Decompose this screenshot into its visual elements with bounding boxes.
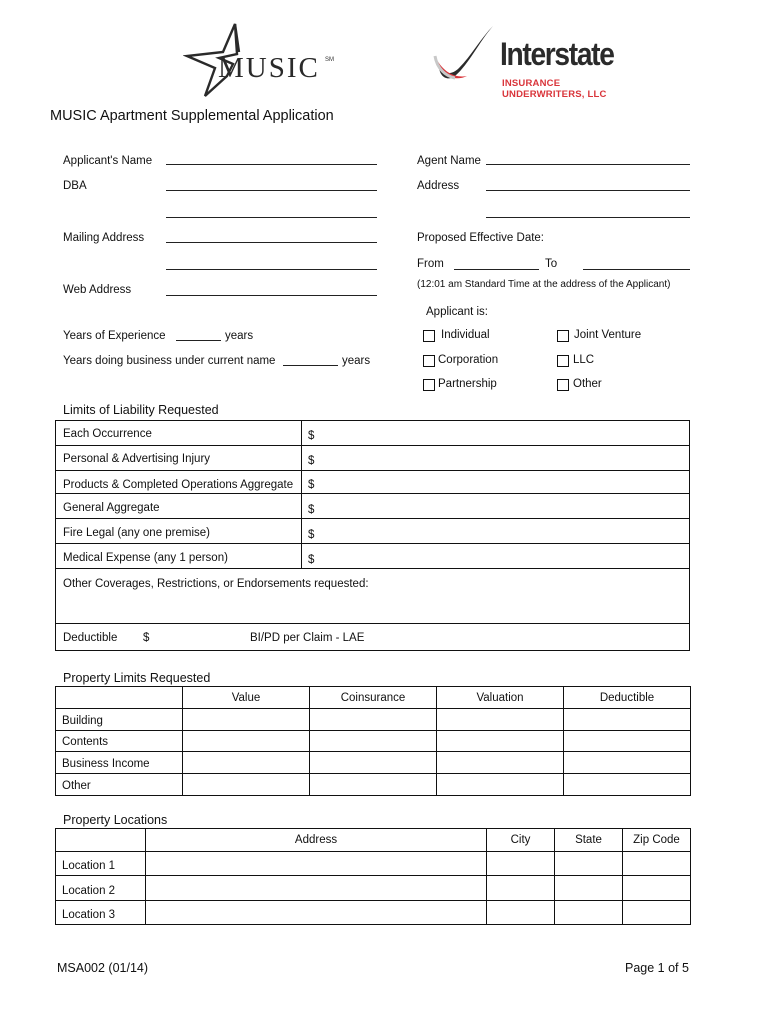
agent-address-field-2[interactable] — [486, 217, 690, 218]
page-number: Page 1 of 5 — [625, 961, 689, 975]
service-mark: SM — [325, 57, 334, 63]
joint-venture-label: Joint Venture — [574, 329, 642, 341]
general-aggregate-amount[interactable]: $ — [308, 504, 315, 516]
personal-advertising-label: Personal & Advertising Injury — [63, 453, 211, 465]
corporation-checkbox[interactable] — [423, 355, 435, 367]
joint-venture-checkbox[interactable] — [557, 330, 569, 342]
liability-section-title: Limits of Liability Requested — [63, 403, 219, 417]
table-row — [56, 731, 691, 752]
building-value-cell[interactable] — [183, 709, 310, 731]
location-3-address-cell[interactable] — [146, 901, 487, 925]
contents-deductible-cell[interactable] — [564, 731, 691, 752]
business-income-value-cell[interactable] — [183, 752, 310, 774]
medical-expense-amount[interactable]: $ — [308, 554, 315, 566]
applicant-name-label: Applicant's Name — [63, 155, 153, 167]
other-entity-checkbox[interactable] — [557, 379, 569, 391]
location-3-city-cell[interactable] — [487, 901, 555, 925]
from-label: From — [417, 258, 444, 270]
web-address-label: Web Address — [63, 284, 132, 296]
coinsurance-column-header: Coinsurance — [310, 687, 437, 709]
property-limits-header-row — [56, 687, 691, 709]
property-limits-title: Property Limits Requested — [63, 671, 211, 685]
location-3-zip-cell[interactable] — [623, 901, 691, 925]
contents-value-cell[interactable] — [183, 731, 310, 752]
liability-row — [56, 421, 689, 446]
address-column-header: Address — [146, 829, 487, 852]
property-limits-table — [55, 686, 691, 796]
effective-date-label: Proposed Effective Date: — [417, 232, 544, 244]
each-occurrence-label: Each Occurrence — [63, 428, 152, 440]
agent-name-field[interactable] — [486, 164, 690, 165]
location-2-city-cell[interactable] — [487, 876, 555, 901]
personal-advertising-amount[interactable]: $ — [308, 455, 315, 467]
llc-checkbox[interactable] — [557, 355, 569, 367]
deductible-row — [56, 624, 689, 650]
locations-corner — [56, 829, 146, 852]
web-address-field[interactable] — [166, 295, 377, 296]
years-experience-unit: years — [225, 330, 254, 342]
table-row — [56, 752, 691, 774]
other-value-cell[interactable] — [183, 774, 310, 796]
years-experience-label: Years of Experience — [63, 330, 166, 342]
other-entity-label: Other — [573, 378, 602, 390]
form-id: MSA002 (01/14) — [57, 961, 149, 975]
liability-row — [56, 494, 689, 519]
applicant-name-field[interactable] — [166, 164, 377, 165]
business-income-deductible-cell[interactable] — [564, 752, 691, 774]
deductible-column-header: Deductible — [564, 687, 691, 709]
interstate-logo-line1: INSURANCE — [502, 78, 561, 89]
building-valuation-cell[interactable] — [437, 709, 564, 731]
years-business-unit: years — [342, 355, 371, 367]
individual-label: Individual — [441, 329, 490, 341]
corporation-label: Corporation — [438, 354, 499, 366]
property-limits-corner — [56, 687, 183, 709]
property-locations-header-row — [56, 829, 691, 852]
agent-name-label: Agent Name — [417, 155, 481, 167]
liability-row — [56, 544, 689, 569]
state-column-header: State — [555, 829, 623, 852]
fire-legal-label: Fire Legal (any one premise) — [63, 527, 211, 539]
location-1-zip-cell[interactable] — [623, 852, 691, 876]
years-experience-field[interactable] — [176, 340, 221, 341]
mailing-address-field[interactable] — [166, 242, 377, 243]
interstate-logo-line2: UNDERWRITERS, LLC — [502, 89, 607, 100]
each-occurrence-amount[interactable]: $ — [308, 430, 315, 442]
bipd-label: BI/PD per Claim - LAE — [250, 632, 365, 644]
zip-column-header: Zip Code — [623, 829, 691, 852]
medical-expense-label: Medical Expense (any 1 person) — [63, 552, 228, 564]
form-title: MUSIC Apartment Supplemental Application — [50, 108, 334, 124]
property-locations-title: Property Locations — [63, 813, 168, 827]
valuation-column-header: Valuation — [437, 687, 564, 709]
liability-row — [56, 446, 689, 471]
mailing-address-field-2[interactable] — [166, 269, 377, 270]
years-business-label: Years doing business under current name — [63, 355, 276, 367]
location-1-label: Location 1 — [56, 852, 146, 876]
agent-address-label: Address — [417, 180, 460, 192]
agent-address-field[interactable] — [486, 190, 690, 191]
business-income-valuation-cell[interactable] — [437, 752, 564, 774]
dba-field[interactable] — [166, 190, 377, 191]
location-1-city-cell[interactable] — [487, 852, 555, 876]
liability-table — [55, 420, 690, 651]
location-2-state-cell[interactable] — [555, 876, 623, 901]
deductible-amount[interactable]: $ — [143, 632, 150, 644]
other-coverages-label: Other Coverages, Restrictions, or Endorsements requested: — [63, 578, 369, 590]
years-business-field[interactable] — [283, 365, 338, 366]
building-deductible-cell[interactable] — [564, 709, 691, 731]
partnership-checkbox[interactable] — [423, 379, 435, 391]
other-coverages-row[interactable] — [56, 569, 689, 624]
music-logo-word: MUSIC — [218, 52, 320, 84]
to-label: To — [545, 258, 558, 270]
general-aggregate-label: General Aggregate — [63, 502, 160, 514]
interstate-logo-word: Interstate — [500, 36, 614, 72]
property-locations-table — [55, 828, 691, 925]
table-row — [56, 709, 691, 731]
location-2-label: Location 2 — [56, 876, 146, 901]
location-1-state-cell[interactable] — [555, 852, 623, 876]
from-date-field[interactable] — [454, 269, 539, 270]
applicant-is-label: Applicant is: — [426, 306, 489, 318]
products-aggregate-label: Products & Completed Operations Aggregate — [63, 479, 294, 491]
to-date-field[interactable] — [583, 269, 690, 270]
mailing-address-label: Mailing Address — [63, 232, 145, 244]
business-income-coinsurance-cell[interactable] — [310, 752, 437, 774]
city-column-header: City — [487, 829, 555, 852]
location-2-address-cell[interactable] — [146, 876, 487, 901]
other-valuation-cell[interactable] — [437, 774, 564, 796]
contents-label: Contents — [56, 731, 183, 752]
value-column-header: Value — [183, 687, 310, 709]
contents-valuation-cell[interactable] — [437, 731, 564, 752]
table-row — [56, 876, 691, 901]
deductible-label: Deductible — [63, 632, 118, 644]
location-2-zip-cell[interactable] — [623, 876, 691, 901]
fire-legal-amount[interactable]: $ — [308, 529, 315, 541]
business-income-label: Business Income — [56, 752, 183, 774]
liability-row — [56, 471, 689, 494]
time-note: (12:01 am Standard Time at the address of the Applicant) — [417, 279, 671, 290]
building-coinsurance-cell[interactable] — [310, 709, 437, 731]
products-aggregate-amount[interactable]: $ — [308, 479, 315, 491]
contents-coinsurance-cell[interactable] — [310, 731, 437, 752]
llc-label: LLC — [573, 354, 595, 366]
building-label: Building — [56, 709, 183, 731]
table-row — [56, 852, 691, 876]
dba-label: DBA — [63, 180, 87, 192]
location-1-address-cell[interactable] — [146, 852, 487, 876]
location-3-state-cell[interactable] — [555, 901, 623, 925]
table-row — [56, 901, 691, 925]
partnership-label: Partnership — [438, 378, 497, 390]
table-row — [56, 774, 691, 796]
dba-field-2[interactable] — [166, 217, 377, 218]
liability-row — [56, 519, 689, 544]
other-property-label: Other — [56, 774, 183, 796]
location-3-label: Location 3 — [56, 901, 146, 925]
other-deductible-cell[interactable] — [564, 774, 691, 796]
other-coinsurance-cell[interactable] — [310, 774, 437, 796]
individual-checkbox[interactable] — [423, 330, 435, 342]
